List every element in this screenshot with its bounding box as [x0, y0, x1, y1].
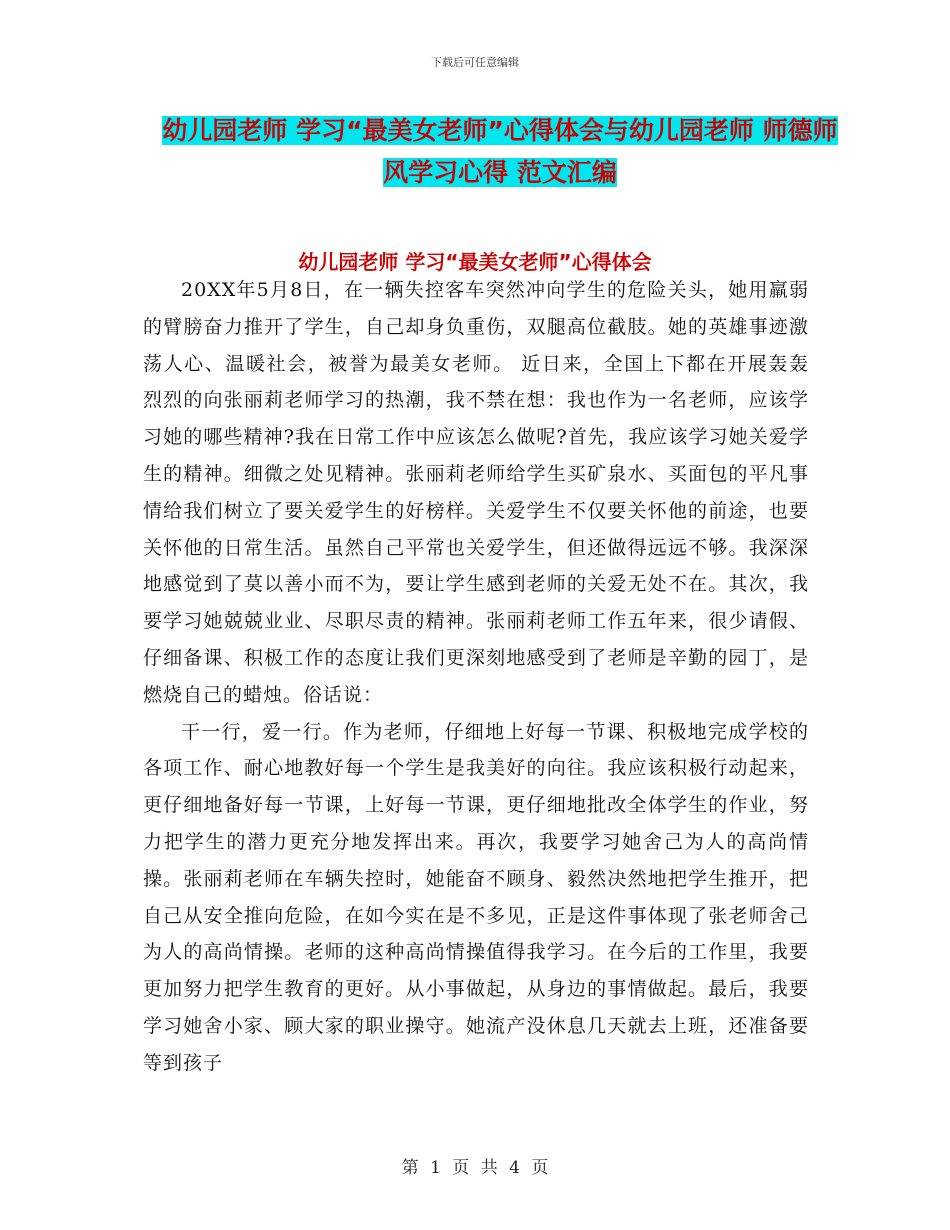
- section-title: 幼儿园老师 学习“最美女老师”心得体会: [298, 250, 652, 274]
- document-title-text: 幼儿园老师 学习“最美女老师”心得体会与幼儿园老师 师德师风学习心得 范文汇编: [162, 116, 838, 187]
- article-body: [143, 272, 809, 1082]
- paragraph-1: 20XX年5月8日，在一辆失控客车突然冲向学生的危险关头，她用羸弱的臂膀奋力推开了学生，自己却身负重伤，双腿高位截肢。她的英雄事迹激荡人心、温暖社会，被誉为最美女老师。 近日来，全国上下都在开展轰轰烈烈的向张丽莉老师学习的热潮，我不禁在想：我也作为一名老师，应该学习她的哪些精神?我在日常工作中应该怎么做呢?首先，我应该学习她关爱学生的精神。细微之处见精神。张丽莉老师给学生买矿泉水、买面包的平凡事情给我们树立了要关爱学生的好榜样。关爱学生不仅要关怀他的前途，也要关怀他的日常生活。虽然自己平常也关爱学生，但还做得远远不够。我深深地感觉到了莫以善小而不为，要让学生感到老师的关爱无处不在。其次，我要学习她兢兢业业、尽职尽责的精神。张丽莉老师工作五年来，很少请假、仔细备课、积极工作的态度让我们更深刻地感受到了老师是辛勤的园丁，是燃烧自己的蜡烛。俗话说：: [143, 279, 809, 706]
- page-footer: 第 1 页 共 4 页: [401, 1158, 549, 1178]
- header-note: 下载后可任意编辑: [431, 56, 519, 69]
- paragraph-2: 干一行，爱一行。作为老师，仔细地上好每一节课、积极地完成学校的各项工作、耐心地教好每一个学生是我美好的向往。我应该积极行动起来，更仔细地备好每一节课，上好每一节课，更仔细地批改全体学生的作业，努力把学生的潜力更充分地发挥出来。再次，我要学习她舍己为人的高尚情操。张丽莉老师在车辆失控时，她能奋不顾身、毅然决然地把学生推开，把自己从安全推向危险，在如今实在是不多见，正是这件事体现了张老师舍己为人的高尚情操。老师的这种高尚情操值得我学习。在今后的工作里，我要更加努力把学生教育的更好。从小事做起，从身边的事情做起。最后，我要学习她舍小家、顾大家的职业操守。她流产没休息几天就去上班，还准备要等到孩子: [143, 720, 809, 1074]
- document-title: [160, 110, 840, 194]
